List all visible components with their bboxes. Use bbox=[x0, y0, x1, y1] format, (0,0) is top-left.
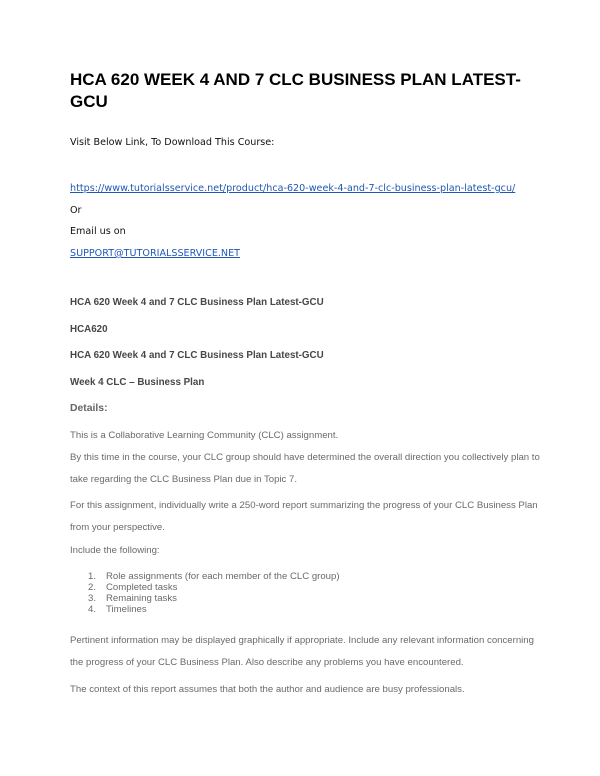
paragraph: This is a Collaborative Learning Community (CLC) assignment. bbox=[70, 430, 339, 441]
course-heading: HCA 620 Week 4 and 7 CLC Business Plan Latest-GCU bbox=[70, 297, 324, 308]
document-title: HCA 620 WEEK 4 AND 7 CLC BUSINESS PLAN LATEST-GCU bbox=[70, 70, 521, 111]
paragraph: The context of this report assumes that both the author and audience are busy professionals. bbox=[70, 684, 465, 695]
paragraph: By this time in the course, your CLC group should have determined the overall direction you collectively plan to take regarding the CLC Business Plan due in Topic 7. bbox=[70, 452, 540, 485]
list-text: Role assignments (for each member of the CLC group) bbox=[106, 571, 340, 582]
details-label: Details: bbox=[70, 403, 108, 414]
list-number: 2. bbox=[88, 582, 97, 593]
list-text: Completed tasks bbox=[106, 582, 178, 593]
course-subheading: HCA 620 Week 4 and 7 CLC Business Plan Latest-GCU bbox=[70, 350, 324, 361]
or-text: Or bbox=[70, 205, 82, 216]
support-email-line bbox=[70, 248, 240, 260]
list-number: 3. bbox=[88, 593, 97, 604]
course-download-link[interactable]: https://www.tutorialsservice.net/product/hca-620-week-4-and-7-clc-business-plan-latest-gcu/ bbox=[70, 183, 516, 194]
support-email-link[interactable]: SUPPORT@TUTORIALSSERVICE.NET bbox=[70, 248, 241, 259]
list-number: 4. bbox=[88, 604, 97, 615]
paragraph: Include the following: bbox=[70, 545, 160, 556]
paragraph: Pertinent information may be displayed graphically if appropriate. Include any relevant information concerning the progress of your CLC Business Plan. Also describe any problems you have encountered. bbox=[70, 635, 534, 668]
list-number: 1. bbox=[88, 571, 97, 582]
course-link-line bbox=[70, 183, 515, 195]
visit-instruction: Visit Below Link, To Download This Course: bbox=[70, 137, 275, 148]
course-code: HCA620 bbox=[70, 324, 108, 335]
list-text: Remaining tasks bbox=[106, 593, 177, 604]
paragraph: For this assignment, individually write a 250-word report summarizing the progress of your CLC Business Plan from your perspective. bbox=[70, 500, 538, 533]
assignment-heading: Week 4 CLC – Business Plan bbox=[70, 377, 205, 388]
email-prompt: Email us on bbox=[70, 226, 126, 237]
list-text: Timelines bbox=[106, 604, 147, 615]
